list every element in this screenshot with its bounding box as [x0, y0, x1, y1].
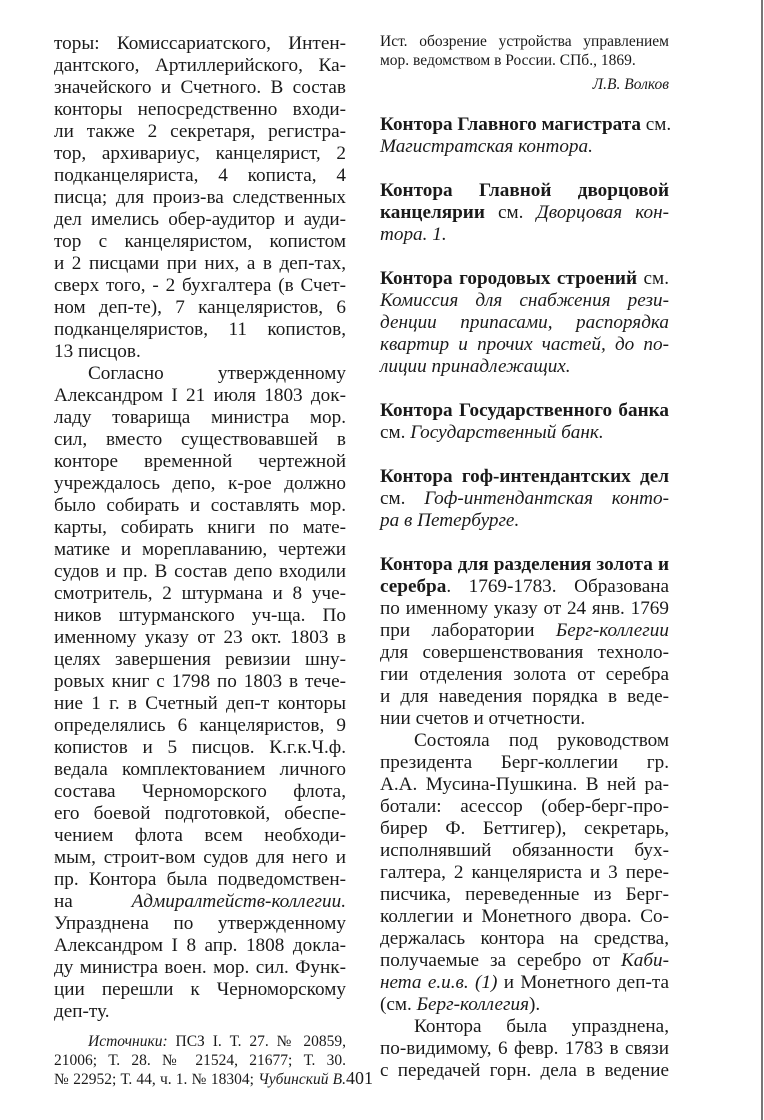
text-line [380, 268, 669, 290]
see-label: см. [640, 114, 672, 135]
page-edge-divider [761, 0, 763, 1120]
cross-reference: Дворцовая кон- [536, 202, 669, 223]
text-run: (см. [380, 994, 417, 1015]
page-number: 401 [346, 1068, 373, 1088]
text-line: конторе временной чертежной [54, 451, 346, 472]
text-line: по-видимому, 6 февр. 1783 в связи [380, 1038, 669, 1059]
entry-title: Контора для разделения золота и [380, 554, 669, 575]
text-line: определялись 6 канцеляристов, 9 [54, 715, 346, 736]
cross-reference: Магистратская контора. [380, 136, 593, 157]
entry-title: Контора Главной дворцовой [380, 180, 669, 201]
text-line: А.А. Мусина-Пушкина. В ней ра- [380, 774, 669, 795]
text-line: пр. Контора была подведомствен- [54, 869, 346, 890]
cross-reference: Комиссия для снабжения рези- [380, 290, 669, 311]
text-line: было собирать и составлять мор. [54, 495, 346, 516]
text-line: сил, вместо существовавшей в [54, 429, 346, 450]
author-signature: Л.В. Волков [592, 76, 669, 93]
text-line: галтера, 2 канцеляриста и 3 пере- [380, 862, 669, 883]
text-line: ду министра воен. мор. сил. Функ- [54, 957, 346, 978]
text-line: ботали: асессор (обер-берг-про- [380, 796, 669, 817]
see-label: см. [380, 488, 425, 509]
text-line [380, 576, 669, 598]
see-label: см. [380, 422, 411, 443]
cross-reference: тора. 1. [380, 224, 447, 245]
text-run: на [54, 891, 73, 912]
entry [380, 268, 669, 378]
text-line: смотритель, 2 штурмана и 8 уче- [54, 583, 346, 604]
entry-dates: . 1769-1783. Образована [446, 576, 669, 597]
text-line: мым, строит-вом судов для него и [54, 847, 346, 868]
text-line: ли также 2 секретаря, регистра- [54, 121, 346, 142]
text-line [380, 202, 669, 224]
text-line: целях завершения ревизии шну- [54, 649, 346, 670]
text-line: именному указу от 23 окт. 1803 в [54, 627, 346, 648]
cross-reference: Гоф-интендантская конто- [424, 488, 669, 509]
text-run: № 22952; Т. 44, ч. 1. № 18304; [54, 1071, 259, 1088]
text-line: подканцеляриста, 4 кописта, 4 [54, 165, 346, 186]
right-column [380, 33, 672, 1082]
text-line: подканцеляристов, 11 копистов, [54, 319, 346, 340]
text-line: ведала комплектованием личного [54, 759, 346, 780]
text-line: конторы непосредственно входи- [54, 99, 346, 120]
text-line: бирер Ф. Беттигер), секретарь, [380, 818, 669, 839]
see-label: см. [637, 268, 669, 289]
text-line [380, 422, 669, 444]
text-line [380, 114, 672, 136]
text-line: гии отделения золота от серебра [380, 664, 669, 685]
text-line: сверх того, - 2 бухгалтера (в Счет- [54, 275, 346, 296]
cross-reference: квартир и прочих частей, до по- [380, 334, 669, 355]
text-line: значейского и Счетного. В состав [54, 77, 346, 98]
text-line: держалась контора на средства, [380, 928, 669, 949]
text-line [380, 620, 669, 642]
text-line: Упразднена по утвержденному [54, 913, 346, 934]
entry-title: Контора гоф-интендантских дел [380, 466, 669, 487]
text-line: Александром I 21 июля 1803 док- [54, 385, 346, 406]
entry [380, 466, 669, 532]
text-line: 21006; Т. 28. № 21524, 21677; Т. 30. [54, 1052, 346, 1069]
text-line [380, 972, 669, 994]
author-reference: Чубинский В. [258, 1071, 346, 1088]
text-line: Александром I 8 апр. 1808 докла- [54, 935, 346, 956]
text-line: исполнявший обязанности бух- [380, 840, 669, 861]
text-run: при лаборатории [380, 620, 556, 641]
text-line: ции перешли к Черноморскому [54, 979, 346, 1000]
text-line: ном деп-те), 7 канцеляристов, 6 [54, 297, 346, 318]
text-line: его боевой подготовкой, обеспе- [54, 803, 346, 824]
paragraph [54, 363, 346, 1023]
text-line: по именному указу от 24 янв. 1769 [380, 598, 669, 619]
text-line [54, 1070, 346, 1089]
cross-reference: Адмиралтейств-коллегии. [131, 891, 346, 912]
text-line: мор. ведомством в России. СПб., 1869. [380, 52, 636, 69]
cross-reference: денции припасами, распорядка [380, 312, 669, 333]
text-line: дантского, Артиллерийского, Ка- [54, 55, 346, 76]
cross-reference: Каби- [621, 950, 669, 971]
text-line [380, 994, 669, 1016]
text-line: нии счетов и отчетности. [380, 708, 586, 729]
cross-reference: ра в Петербурге. [380, 510, 520, 531]
text-line: Контора была упразднена, [414, 1016, 669, 1037]
entry-title: Контора Главного магистрата [380, 114, 641, 135]
entry-title: Контора Государственного банка [380, 400, 669, 421]
text-line: чением флота всем необходи- [54, 825, 346, 846]
text-line [380, 488, 669, 510]
text-line: ровых книг с 1798 по 1803 в тече- [54, 671, 346, 692]
text-line: копистов и 5 писцов. К.г.к.Ч.ф. [54, 737, 346, 758]
text-line: судов и пр. В состав депо входили [54, 561, 346, 582]
cross-reference: лиции принадлежащих. [380, 356, 571, 377]
entry [380, 180, 669, 246]
cross-reference: Берг-коллегия [416, 994, 530, 1015]
paragraph [54, 33, 346, 363]
text-line: карты, собирать книги по мате- [54, 517, 346, 538]
text-line: и 2 писцами при них, а в деп-тах, [54, 253, 346, 274]
text-run: ). [529, 994, 541, 1015]
text-line [380, 950, 669, 972]
left-column [54, 33, 346, 1089]
text-line: тор с канцеляристом, копистом [54, 231, 346, 252]
text-line: торы: Комиссариатского, Интен- [54, 33, 346, 54]
text-run: ПСЗ I. Т. 27. № 20859, [167, 1033, 346, 1050]
sources-continued [380, 32, 669, 70]
text-line: Согласно утвержденному [88, 363, 346, 384]
text-line: состава Черноморского флота, [54, 781, 346, 802]
main-entry [380, 554, 669, 1082]
text-line: писчика, переведенные из Берг- [380, 884, 669, 905]
text-line: ние 1 г. в Счетный деп-т конторы [54, 693, 346, 714]
text-line: для совершенствования техноло- [380, 642, 669, 663]
text-line: деп-ту. [54, 1001, 110, 1022]
text-line: учреждалось депо, к-рое должно [54, 473, 346, 494]
cross-reference: Берг-коллегии [555, 620, 669, 641]
text-line: с передачей горн. дела в ведение [380, 1060, 669, 1081]
sources-block [54, 1032, 346, 1089]
cross-reference: нета е.и.в. (1) [380, 972, 498, 993]
text-line: матике и мореплаванию, чертежи [54, 539, 346, 560]
entry [380, 114, 672, 158]
text-line: коллегии и Монетного двора. Со- [380, 906, 669, 927]
text-line: писца; для произ-ва следственных [54, 187, 346, 208]
text-line [54, 1032, 346, 1051]
text-line: ладу товарища министра мор. [54, 407, 346, 428]
text-line: 13 писцов. [54, 341, 141, 362]
text-line: ников штурманского уч-ща. По [54, 605, 346, 626]
entry-title: Контора городовых строений [380, 268, 638, 289]
text-line: президента Берг-коллегии гр. [380, 752, 669, 773]
text-line: дел имелись обер-аудитор и ауди- [54, 209, 346, 230]
entry [380, 400, 669, 444]
text-run: получаемые за серебро от [380, 950, 622, 971]
text-run: и Монетного деп-та [497, 972, 669, 993]
sources-label: Источники: [88, 1033, 168, 1050]
text-line [54, 891, 346, 913]
entry-title: серебра [380, 576, 447, 597]
see-label: см. [484, 202, 537, 223]
entry-title: канцелярии [380, 202, 485, 223]
text-line: тор, архивариус, канцелярист, 2 [54, 143, 346, 164]
text-line: Состояла под руководством [414, 730, 669, 751]
text-line: Ист. обозрение устройства управлением [380, 33, 669, 50]
cross-reference: Государственный банк. [410, 422, 604, 443]
text-line: и для наведения порядка в веде- [380, 686, 669, 707]
